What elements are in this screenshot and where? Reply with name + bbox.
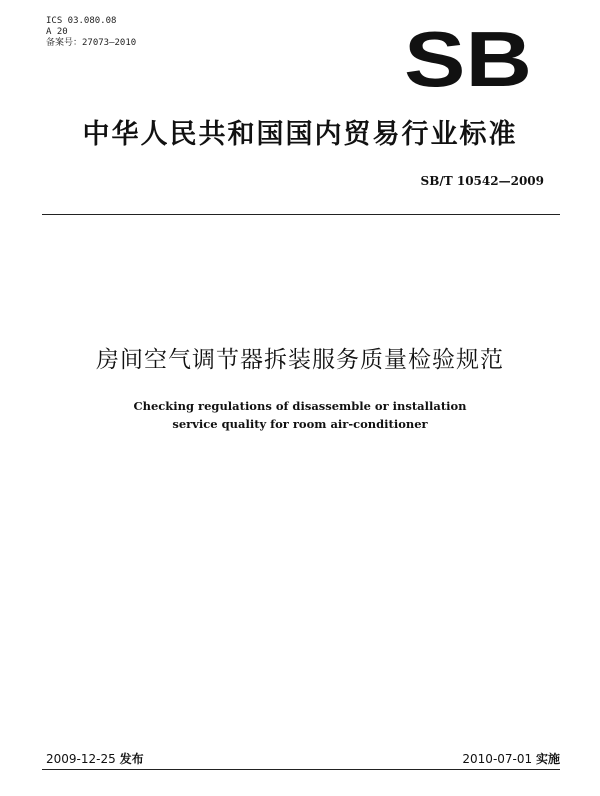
implementation-date-block xyxy=(462,750,560,767)
english-title-line-1: Checking regulations of disassemble or installation xyxy=(133,399,467,413)
classification-code: A 20 xyxy=(46,27,68,37)
issue-label: 发布 xyxy=(119,752,144,766)
document-title-en xyxy=(0,397,600,433)
sb-logo xyxy=(402,24,534,96)
issue-date-block xyxy=(46,750,144,767)
document-title-cn: 房间空气调节器拆装服务质量检验规范 xyxy=(96,347,504,373)
bottom-divider xyxy=(42,769,560,770)
implementation-date: 2010-07-01 xyxy=(462,752,533,766)
english-title-line-2: service quality for room air-conditioner xyxy=(172,417,428,431)
top-divider xyxy=(42,214,560,215)
record-number: 备案号：27073—2010 xyxy=(46,38,137,48)
implementation-label: 实施 xyxy=(535,752,560,766)
header-meta xyxy=(46,16,136,49)
ics-code: ICS 03.080.08 xyxy=(46,16,117,26)
organization-title: 中华人民共和国国内贸易行业标准 xyxy=(82,119,518,150)
sb-logo-text: SB xyxy=(404,24,532,96)
standard-number: SB/T 10542—2009 xyxy=(420,174,544,188)
issue-date: 2009-12-25 xyxy=(46,752,116,766)
